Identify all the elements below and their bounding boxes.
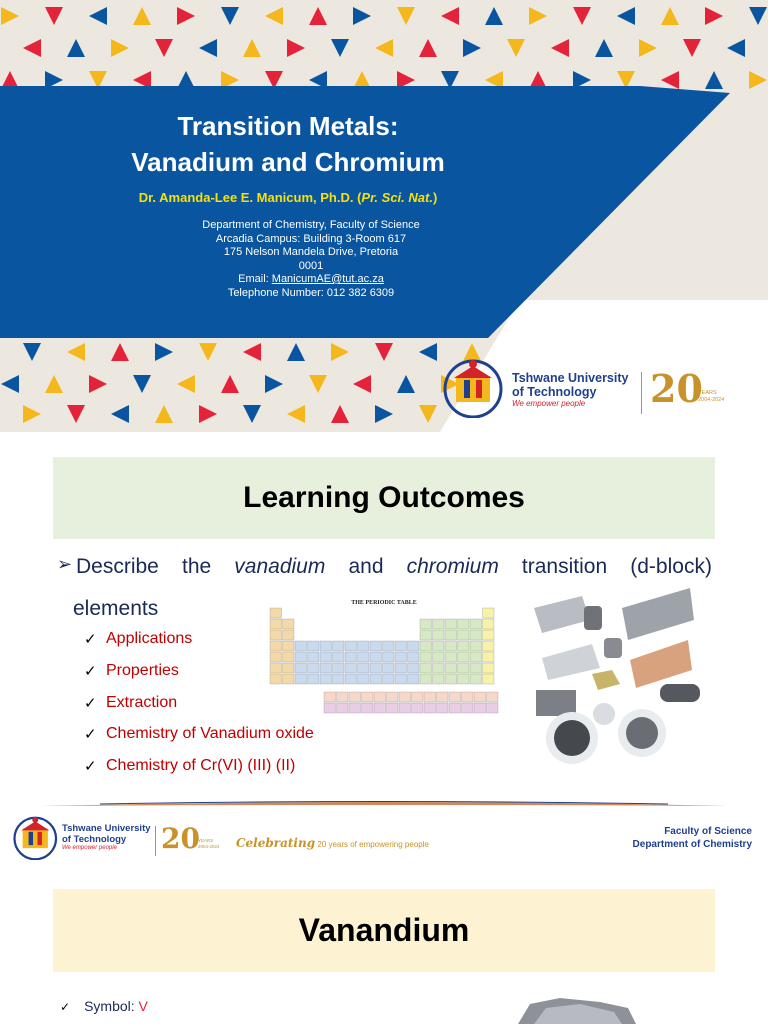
element-cell (333, 641, 345, 651)
element-cell (399, 703, 411, 713)
element-cell (445, 674, 457, 684)
phone-line: Telephone Number: 012 382 6309 (227, 286, 395, 299)
element-cell (395, 652, 407, 662)
element-cell (283, 630, 295, 640)
element-cell (462, 692, 474, 702)
element-cell (433, 663, 445, 673)
faculty-name: Faculty of Science (664, 826, 752, 837)
outcome-text: Applications (106, 630, 193, 647)
campus-line: Arcadia Campus: Building 3-Room 617 (215, 232, 407, 245)
list-item (84, 725, 314, 757)
email-label: Email: (238, 273, 272, 285)
element-cell (358, 674, 370, 684)
element-cell (433, 641, 445, 651)
element-cell (270, 630, 282, 640)
element-cell (420, 641, 432, 651)
element-cell (445, 641, 457, 651)
element-cell (333, 652, 345, 662)
desc-word-vanadium: vanadium (234, 555, 326, 578)
tut-name-line1: Tshwane University (512, 371, 629, 385)
celebrating-rest: 20 years of empowering people (315, 840, 429, 849)
element-cell (345, 663, 357, 673)
element-cell (437, 692, 449, 702)
element-cell (449, 692, 461, 702)
element-cell (320, 641, 332, 651)
element-cell (483, 608, 495, 618)
element-cell (458, 619, 470, 629)
element-cell (349, 703, 361, 713)
element-cell (324, 692, 336, 702)
vanadium-sample-image (510, 994, 640, 1024)
title-line-1: Transition Metals: (177, 111, 399, 141)
outcome-text: Chemistry of Cr(VI) (III) (II) (106, 757, 296, 775)
element-cell (483, 652, 495, 662)
element-cell (408, 641, 420, 651)
desc-word: the (181, 555, 212, 578)
element-cell (362, 703, 374, 713)
element-cell (358, 641, 370, 651)
element-cell (408, 663, 420, 673)
desc-word: (d-block) (630, 555, 712, 578)
symbol-label: Symbol: (84, 998, 139, 1014)
element-cell (483, 630, 495, 640)
checkmark-icon: ✓ (84, 694, 97, 712)
periodic-table-title: THE PERIODIC TABLE (351, 600, 417, 606)
element-cell (470, 619, 482, 629)
email-line (0, 273, 622, 287)
arrow-bullet-icon: ➢ (57, 554, 73, 574)
element-cell (458, 641, 470, 651)
element-cell (308, 652, 320, 662)
element-cell (445, 663, 457, 673)
element-cell (449, 703, 461, 713)
element-cell (283, 674, 295, 684)
tut-logo (442, 356, 732, 418)
outcome-text: Extraction (106, 693, 178, 711)
celebrating-tagline (236, 836, 429, 850)
element-cell (420, 663, 432, 673)
outcome-text: Properties (106, 661, 179, 679)
element-cell (270, 674, 282, 684)
logo-divider (641, 372, 642, 414)
element-cell (383, 674, 395, 684)
desc-word: transition (521, 555, 608, 578)
element-cell (270, 608, 282, 618)
footer-logo-divider (155, 826, 156, 856)
list-item (84, 757, 314, 789)
element-cell (370, 641, 382, 651)
element-cell (408, 674, 420, 684)
metal-samples-photo (512, 578, 718, 778)
symbol-value: V (138, 998, 148, 1014)
checkmark-icon: ✓ (60, 1000, 71, 1014)
title-slide (0, 0, 768, 432)
element-cell (324, 703, 336, 713)
anniversary-text (698, 390, 724, 404)
decorative-swoosh (0, 800, 768, 814)
footer-anniversary-number: 20 (161, 822, 200, 855)
tut-slogan: We empower people (512, 399, 586, 408)
learning-outcomes-heading: Learning Outcomes (53, 457, 715, 539)
element-cell (483, 663, 495, 673)
symbol-line (60, 998, 148, 1014)
author-name (0, 190, 576, 205)
element-cell (395, 663, 407, 673)
element-cell (333, 663, 345, 673)
email-link[interactable]: ManicumAE@tut.ac.za (271, 273, 384, 285)
element-cell (295, 641, 307, 651)
element-cell (383, 641, 395, 651)
element-cell (483, 674, 495, 684)
element-cell (487, 703, 499, 713)
footer-tut-logo (12, 814, 242, 862)
element-cell (270, 652, 282, 662)
contact-block (0, 219, 622, 300)
faculty-block (633, 825, 752, 851)
vanadium-slide (0, 800, 768, 1024)
element-cell (308, 674, 320, 684)
description-line (57, 554, 712, 579)
description-continuation: elements (73, 597, 159, 620)
element-cell (358, 652, 370, 662)
element-cell (308, 641, 320, 651)
element-cell (283, 641, 295, 651)
tut-emblem-icon (442, 356, 506, 418)
checkmark-icon: ✓ (84, 662, 97, 680)
element-cell (458, 663, 470, 673)
element-cell (387, 703, 399, 713)
element-cell (362, 692, 374, 702)
element-cell (474, 703, 486, 713)
element-cell (283, 663, 295, 673)
element-cell (395, 674, 407, 684)
postal-code-line: 0001 (298, 259, 324, 272)
element-cell (383, 663, 395, 673)
element-cell (308, 663, 320, 673)
tut-emblem-icon (12, 814, 60, 860)
vanadium-heading: Vanandium (53, 889, 715, 972)
element-cell (395, 641, 407, 651)
element-cell (433, 674, 445, 684)
periodic-table-image (266, 596, 502, 720)
learning-outcomes-slide (0, 432, 768, 800)
element-cell (433, 652, 445, 662)
element-cell (349, 692, 361, 702)
element-cell (458, 630, 470, 640)
element-cell (399, 692, 411, 702)
element-cell (320, 663, 332, 673)
element-cell (420, 630, 432, 640)
element-cell (470, 674, 482, 684)
desc-word: and (348, 555, 384, 578)
footer-anniversary-text (198, 838, 220, 850)
element-cell (408, 652, 420, 662)
element-cell (345, 674, 357, 684)
footer-tut-name-line1: Tshwane University (62, 823, 151, 834)
element-cell (433, 630, 445, 640)
department-name: Department of Chemistry (632, 839, 752, 850)
element-cell (320, 674, 332, 684)
element-cell (358, 663, 370, 673)
outcome-text: Chemistry of Vanadium oxide (106, 725, 314, 743)
element-cell (270, 641, 282, 651)
element-cell (333, 674, 345, 684)
element-cell (337, 692, 349, 702)
element-cell (424, 692, 436, 702)
anniversary-range: 2004-2024 (698, 397, 725, 403)
anniversary-years: YEARS (698, 390, 717, 396)
tut-name-line2: of Technology (512, 385, 597, 399)
element-cell (345, 641, 357, 651)
element-cell (445, 619, 457, 629)
footer-tut-slogan: We empower people (62, 845, 117, 851)
element-cell (420, 619, 432, 629)
element-cell (374, 703, 386, 713)
checkmark-icon: ✓ (84, 758, 97, 776)
element-cell (295, 652, 307, 662)
element-cell (474, 692, 486, 702)
element-cell (345, 652, 357, 662)
author-prefix: Dr. Amanda-Lee E. Manicum, Ph.D. ( (138, 190, 362, 205)
element-cell (483, 619, 495, 629)
element-cell (370, 674, 382, 684)
element-cell (374, 692, 386, 702)
element-cell (437, 703, 449, 713)
element-cell (283, 619, 295, 629)
element-cell (470, 641, 482, 651)
element-cell (270, 663, 282, 673)
element-cell (458, 674, 470, 684)
element-cell (320, 652, 332, 662)
element-cell (470, 630, 482, 640)
element-cell (387, 692, 399, 702)
footer-anniversary-years: YEARS (198, 838, 214, 843)
element-cell (445, 630, 457, 640)
element-cell (270, 619, 282, 629)
element-cell (445, 652, 457, 662)
element-cell (433, 619, 445, 629)
author-credential: Pr. Sci. Nat. (361, 190, 433, 205)
element-cell (458, 652, 470, 662)
author-suffix: ) (432, 190, 438, 205)
element-cell (383, 652, 395, 662)
element-cell (483, 641, 495, 651)
element-cell (470, 652, 482, 662)
address-line: 175 Nelson Mandela Drive, Pretoria (223, 246, 399, 258)
element-cell (412, 692, 424, 702)
element-cell (462, 703, 474, 713)
element-cell (370, 652, 382, 662)
element-cell (470, 663, 482, 673)
element-cell (370, 663, 382, 673)
desc-word-chromium: chromium (406, 555, 499, 578)
dept-line: Department of Chemistry, Faculty of Science (202, 219, 420, 231)
desc-word: Describe (76, 555, 159, 578)
footer-anniversary-range: 2004-2024 (198, 844, 220, 849)
title-line-2: Vanadium and Chromium (131, 147, 445, 177)
element-cell (424, 703, 436, 713)
checkmark-icon: ✓ (84, 726, 97, 744)
element-cell (295, 674, 307, 684)
checkmark-icon: ✓ (84, 631, 97, 648)
element-cell (295, 663, 307, 673)
element-cell (337, 703, 349, 713)
element-cell (420, 652, 432, 662)
element-cell (487, 692, 499, 702)
anniversary-number: 20 (650, 366, 703, 411)
element-cell (412, 703, 424, 713)
element-cell (283, 652, 295, 662)
element-cell (420, 674, 432, 684)
celebrating-word: Celebrating (236, 836, 316, 850)
footer-tut-name-line2: of Technology (62, 833, 127, 845)
